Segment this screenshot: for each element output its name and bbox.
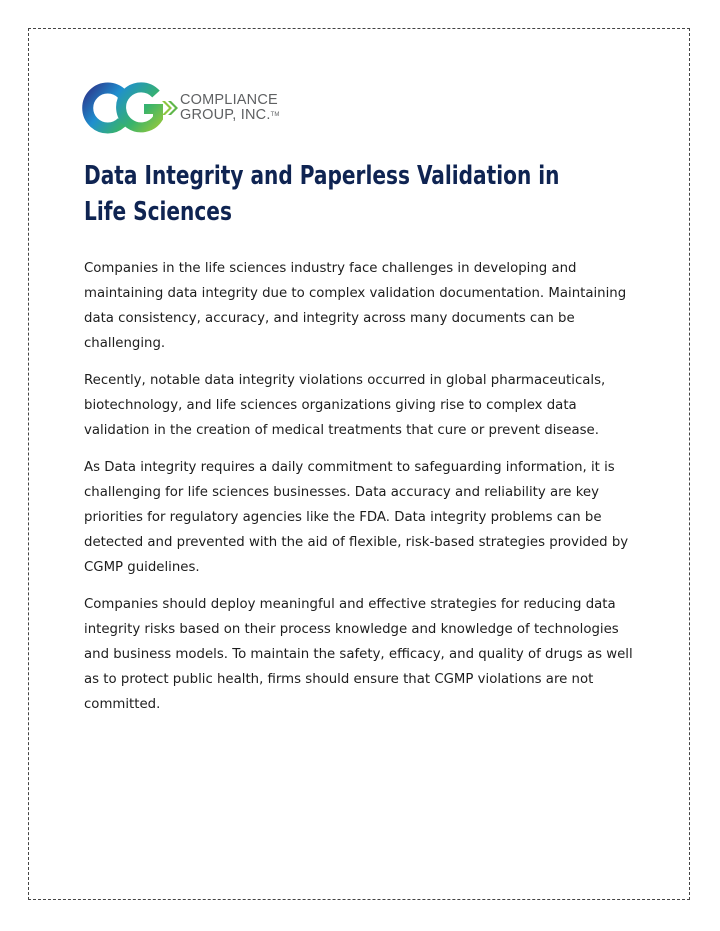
logo-line-2: GROUP, INC. <box>180 107 271 123</box>
paragraph-1: Companies in the life sciences industry face challenges in developing and maintaining data integrity due to complex validation documentation. Maintaining data consistency, accuracy, and integrity across many documents can be challenging. <box>84 261 627 351</box>
paragraph-4: Companies should deploy meaningful and effective strategies for reducing data integrity risks based on their process knowledge and knowledge of technologies and business models. To maintain the safety, efficacy, and quality of drugs as well as to protect public health, firms should ensure that CGMP violations are not committed. <box>84 597 633 712</box>
logo-line-1: COMPLIANCE <box>180 92 278 108</box>
document-title: Data Integrity and Paperless Validation in Life Sciences <box>84 161 560 227</box>
paragraph-3: As Data integrity requires a daily commitment to safeguarding information, it is challenging for life sciences businesses. Data accuracy and reliability are key priorities for regulatory agencies like the FDA. Data integrity problems can be detected and prevented with the aid of flexible, risk-based strategies provided by CGMP guidelines. <box>84 460 629 575</box>
logo-wordmark <box>180 93 280 123</box>
document-body <box>84 256 644 729</box>
paragraph-2: Recently, notable data integrity violations occurred in global pharmaceuticals, biotechnology, and life sciences organizations giving rise to complex data validation in the creation of medical treatments that cure or prevent disease. <box>84 373 606 438</box>
cg-logo-icon <box>82 82 178 134</box>
logo-trademark: TM <box>270 112 280 118</box>
company-logo <box>82 82 280 134</box>
